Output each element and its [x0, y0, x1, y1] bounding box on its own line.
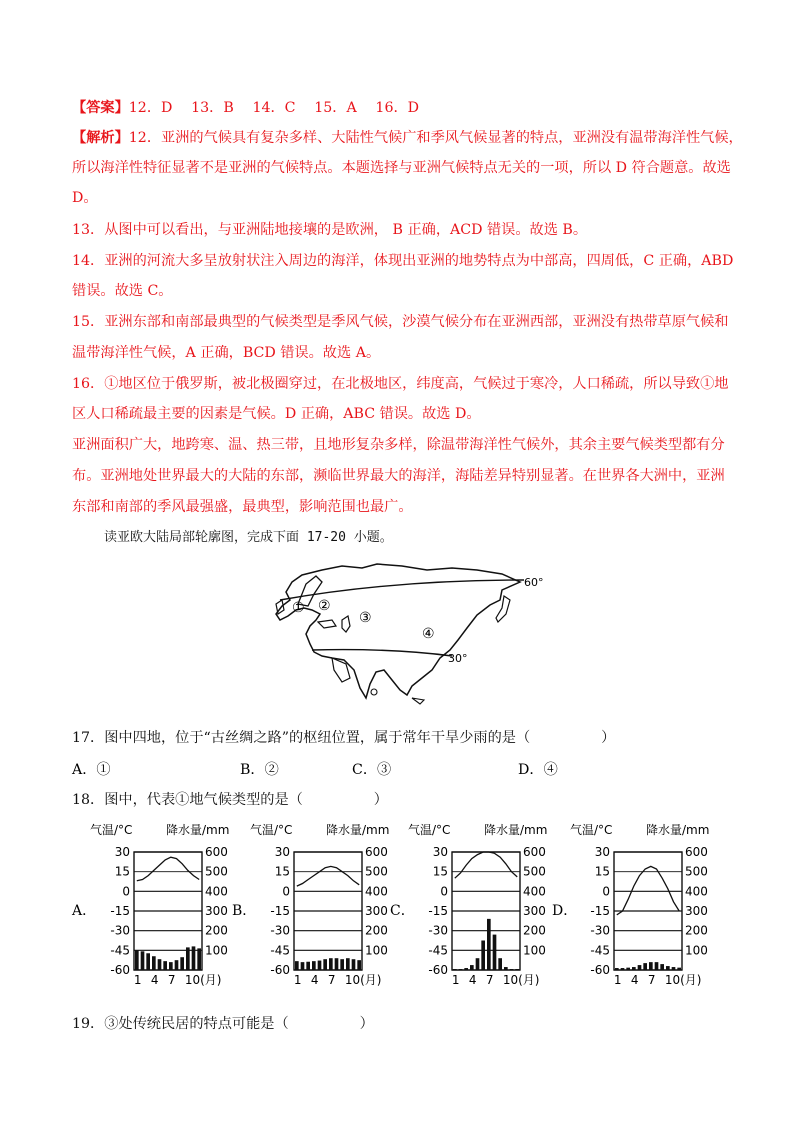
precip-bar	[493, 935, 497, 970]
precip-bar	[638, 965, 642, 970]
precip-axis-label: 降水量/mm	[326, 823, 390, 837]
precip-bar	[643, 963, 647, 970]
precip-tick-label: 400	[205, 884, 228, 899]
temp-axis-label: 气温/°C	[250, 823, 293, 837]
precip-tick-label: 600	[205, 845, 228, 859]
temp-tick-label: -45	[590, 943, 610, 958]
question-17-stem: 17．图中四地，位于“古丝绸之路”的枢纽位置，属于常年干旱少雨的是（ ）	[72, 730, 616, 746]
precip-bar	[346, 958, 350, 970]
question-17-option-a[interactable]: A．①	[72, 762, 111, 778]
temp-tick-label: 0	[440, 884, 448, 899]
precip-bar	[192, 946, 196, 970]
analysis-line-3: D。	[72, 190, 98, 206]
precip-tick-label: 600	[523, 845, 546, 859]
precip-axis-label: 降水量/mm	[484, 823, 548, 837]
temp-tick-label: -15	[590, 904, 610, 918]
climate-chart-d	[570, 822, 720, 992]
analysis-line-10: 区人口稀疏最主要的因素是气候。D 正确，ABC 错误。故选 D。	[72, 406, 481, 422]
precip-tick-label: 200	[523, 923, 546, 938]
temp-tick-label: -15	[428, 904, 448, 918]
precip-bar	[186, 947, 190, 970]
climate-chart-d-svg	[570, 822, 720, 992]
temp-axis-label: 气温/°C	[90, 823, 133, 837]
precip-bar	[464, 968, 468, 970]
month-tick-label: 1	[613, 973, 622, 987]
temp-tick-label: -30	[270, 923, 290, 938]
precip-tick-label: 200	[365, 923, 388, 938]
eurasia-outline-map	[262, 560, 562, 708]
precip-bar	[655, 962, 659, 970]
answer-text: 12．D 13．B 14．C 15．A 16．D	[128, 100, 420, 116]
answer-line	[72, 98, 732, 118]
temp-tick-label: 0	[602, 884, 610, 899]
question-17-option-c[interactable]: C．③	[352, 762, 392, 778]
continent-outline	[276, 564, 520, 698]
temp-tick-label: 30	[274, 845, 290, 859]
analysis-line-7: 15．亚洲东部和南部最典型的气候类型是季风气候，沙漠气候分布在亚洲西部，亚洲没有热带草原气候和	[72, 314, 729, 330]
precip-bar	[152, 956, 156, 970]
precip-bar	[487, 919, 491, 970]
islands-outline	[412, 698, 424, 704]
precip-bar	[615, 968, 619, 970]
precip-bar	[660, 964, 664, 970]
temp-tick-label: -60	[590, 963, 610, 977]
temp-tick-label: -30	[590, 923, 610, 938]
temp-tick-label: -60	[270, 963, 290, 977]
precip-bar	[335, 958, 339, 970]
marker-1: ①	[292, 600, 305, 616]
precip-bar	[146, 953, 150, 970]
temp-axis-label: 气温/°C	[570, 823, 613, 837]
precip-tick-label: 400	[365, 884, 388, 899]
precip-bar	[357, 960, 361, 970]
temp-tick-label: -45	[428, 943, 448, 958]
temp-tick-label: -30	[428, 923, 448, 938]
latitude-30-label: 30°	[448, 652, 468, 665]
analysis-line-11: 亚洲面积广大，地跨寒、温、热三带，且地形复杂多样，除温带海洋性气候外，其余主要气候类型都有分	[72, 437, 725, 453]
temp-curve	[297, 866, 359, 886]
temp-tick-label: 15	[114, 864, 130, 879]
precip-tick-label: 300	[685, 904, 708, 918]
month-tick-label: 7	[485, 973, 494, 987]
marker-4: ④	[422, 626, 435, 642]
temp-tick-label: 0	[282, 884, 290, 899]
precip-bar	[141, 951, 145, 970]
latitude-30-line	[312, 650, 452, 656]
precip-bar	[677, 968, 681, 970]
caspian-sea-outline	[342, 616, 350, 632]
precip-tick-label: 500	[205, 864, 228, 879]
temp-tick-label: -15	[270, 904, 290, 918]
latitude-60-label: 60°	[524, 576, 544, 589]
precip-tick-label: 600	[365, 845, 388, 859]
precip-bar	[295, 961, 299, 970]
analysis-line-9: 16．①地区位于俄罗斯，被北极圈穿过，在北极地区，纬度高，气候过于寒冷，人口稀疏，所以导致①地	[72, 376, 729, 392]
climate-chart-a	[90, 822, 240, 992]
temp-curve	[137, 857, 199, 881]
map-svg	[262, 560, 562, 708]
precip-bar	[340, 959, 344, 970]
precip-tick-label: 100	[523, 943, 546, 958]
month-tick-label: 10(月)	[344, 973, 382, 987]
question-17-option-d[interactable]: D．④	[518, 762, 558, 778]
precip-bar	[329, 958, 333, 970]
precip-tick-label: 200	[205, 923, 228, 938]
analysis-line-8: 温带海洋性气候，A 正确，BCD 错误。故选 A。	[72, 345, 381, 361]
month-tick-label: 4	[310, 973, 319, 987]
analysis-label: 【解析】	[72, 130, 129, 146]
climate-chart-c-svg	[408, 822, 558, 992]
precip-bar	[318, 961, 322, 970]
month-tick-label: 4	[630, 973, 639, 987]
analysis-line-13: 东部和南部的季风最强盛，最典型，影响范围也最广。	[72, 499, 413, 515]
precip-bar	[306, 962, 310, 970]
precip-tick-label: 100	[365, 943, 388, 958]
temp-tick-label: -60	[428, 963, 448, 977]
temp-tick-label: -45	[270, 943, 290, 958]
precip-bar	[197, 948, 201, 970]
question-18-option-c[interactable]: C．	[390, 903, 415, 919]
precip-bar	[352, 959, 356, 970]
analysis-line-1: 【解析】12．亚洲的气候具有复杂多样、大陆性气候广和季风气候显著的特点，亚洲没有温带海洋性气候，	[72, 130, 743, 146]
precip-bar	[476, 958, 480, 970]
temp-tick-label: 30	[594, 845, 610, 859]
precip-bar	[515, 969, 519, 970]
month-tick-label: 7	[647, 973, 656, 987]
temp-tick-label: 15	[274, 864, 290, 879]
climate-chart-b-svg	[250, 822, 400, 992]
precip-tick-label: 300	[365, 904, 388, 918]
precip-tick-label: 100	[685, 943, 708, 958]
analysis-line-2: 所以海洋性特征显著不是亚洲的气候特点。本题选择与亚洲气候特点无关的一项，所以 D 符合题意。故选	[72, 160, 731, 176]
analysis-line-6: 错误。故选 C。	[72, 283, 173, 299]
temp-tick-label: 30	[114, 845, 130, 859]
precip-bar	[301, 962, 305, 970]
question-18-option-d[interactable]: D．	[552, 903, 578, 919]
sri-lanka-outline	[371, 689, 377, 695]
precip-bar	[453, 969, 457, 970]
answer-label: 【答案】	[72, 100, 129, 116]
month-tick-label: 7	[167, 973, 176, 987]
marker-3: ③	[359, 610, 372, 626]
precip-tick-label: 500	[685, 864, 708, 879]
marker-2: ②	[318, 598, 331, 614]
precip-bar	[180, 957, 184, 970]
precip-bar	[626, 968, 630, 970]
precip-axis-label: 降水量/mm	[166, 823, 230, 837]
analysis-line-12: 布。亚洲地处世界最大的大陆的东部，濒临世界最大的海洋，海陆差异特别显著。在世界各大洲中，亚洲	[72, 468, 725, 484]
precip-bar	[158, 959, 162, 970]
japan-outline	[496, 596, 510, 622]
month-tick-label: 1	[133, 973, 142, 987]
precip-bar	[481, 941, 485, 971]
temp-tick-label: 15	[432, 864, 448, 879]
temp-tick-label: 30	[432, 845, 448, 859]
temp-curve	[617, 866, 679, 915]
analysis-line-5: 14．亚洲的河流大多呈放射状注入周边的海洋，体现出亚洲的地势特点为中部高，四周低，C 正确，ABD	[72, 253, 734, 269]
precip-tick-label: 100	[205, 943, 228, 958]
month-tick-label: 10(月)	[502, 973, 540, 987]
temp-tick-label: 0	[122, 884, 130, 899]
precip-tick-label: 400	[685, 884, 708, 899]
month-tick-label: 7	[327, 973, 336, 987]
climate-chart-b	[250, 822, 400, 992]
precip-bar	[666, 966, 670, 970]
precip-bar	[312, 961, 316, 970]
question-18-option-b[interactable]: B．	[232, 903, 257, 919]
question-19-stem: 19．③处传统民居的特点可能是（ ）	[72, 1016, 374, 1032]
intro-text: 读亚欧大陆局部轮廓图，完成下面 17-20 小题。	[104, 530, 393, 545]
climate-chart-a-svg	[90, 822, 240, 992]
precip-tick-label: 300	[523, 904, 546, 918]
temp-axis-label: 气温/°C	[408, 823, 451, 837]
precip-tick-label: 600	[685, 845, 708, 859]
precip-tick-label: 500	[365, 864, 388, 879]
month-tick-label: 1	[451, 973, 460, 987]
temp-tick-label: -45	[110, 943, 130, 958]
precip-tick-label: 500	[523, 864, 546, 879]
precip-bar	[504, 967, 508, 970]
precip-tick-label: 200	[685, 923, 708, 938]
month-tick-label: 4	[150, 973, 159, 987]
analysis-line-4: 13．从图中可以看出，与亚洲陆地接壤的是欧洲， B 正确，ACD 错误。故选 B。	[72, 222, 588, 238]
temp-tick-label: -30	[110, 923, 130, 938]
month-tick-label: 4	[468, 973, 477, 987]
month-tick-label: 1	[293, 973, 302, 987]
precip-axis-label: 降水量/mm	[646, 823, 710, 837]
temp-tick-label: -15	[110, 904, 130, 918]
month-tick-label: 10(月)	[664, 973, 702, 987]
arabia-outline	[332, 658, 350, 682]
precip-bar	[621, 968, 625, 970]
precip-bar	[632, 967, 636, 970]
precip-bar	[510, 969, 514, 970]
precip-bar	[459, 969, 463, 970]
precip-bar	[470, 965, 474, 970]
precip-bar	[323, 959, 327, 970]
precip-bar	[175, 960, 179, 970]
month-tick-label: 10(月)	[184, 973, 222, 987]
climate-chart-c	[408, 822, 558, 992]
question-18-option-a[interactable]: A．	[72, 903, 97, 919]
precip-tick-label: 400	[523, 884, 546, 899]
question-17-option-b[interactable]: B．②	[240, 762, 279, 778]
question-18-stem: 18．图中，代表①地气候类型的是（ ）	[72, 792, 388, 808]
precip-bar	[672, 967, 676, 970]
precip-bar	[169, 962, 173, 970]
black-sea-outline	[318, 620, 336, 628]
temp-tick-label: 15	[594, 864, 610, 879]
british-isles-outline	[276, 600, 284, 614]
temp-tick-label: -60	[110, 963, 130, 977]
precip-bar	[649, 962, 653, 970]
precip-bar	[163, 961, 167, 970]
precip-tick-label: 300	[205, 904, 228, 918]
precip-bar	[135, 950, 139, 970]
temp-curve	[455, 852, 517, 878]
precip-bar	[498, 958, 502, 970]
